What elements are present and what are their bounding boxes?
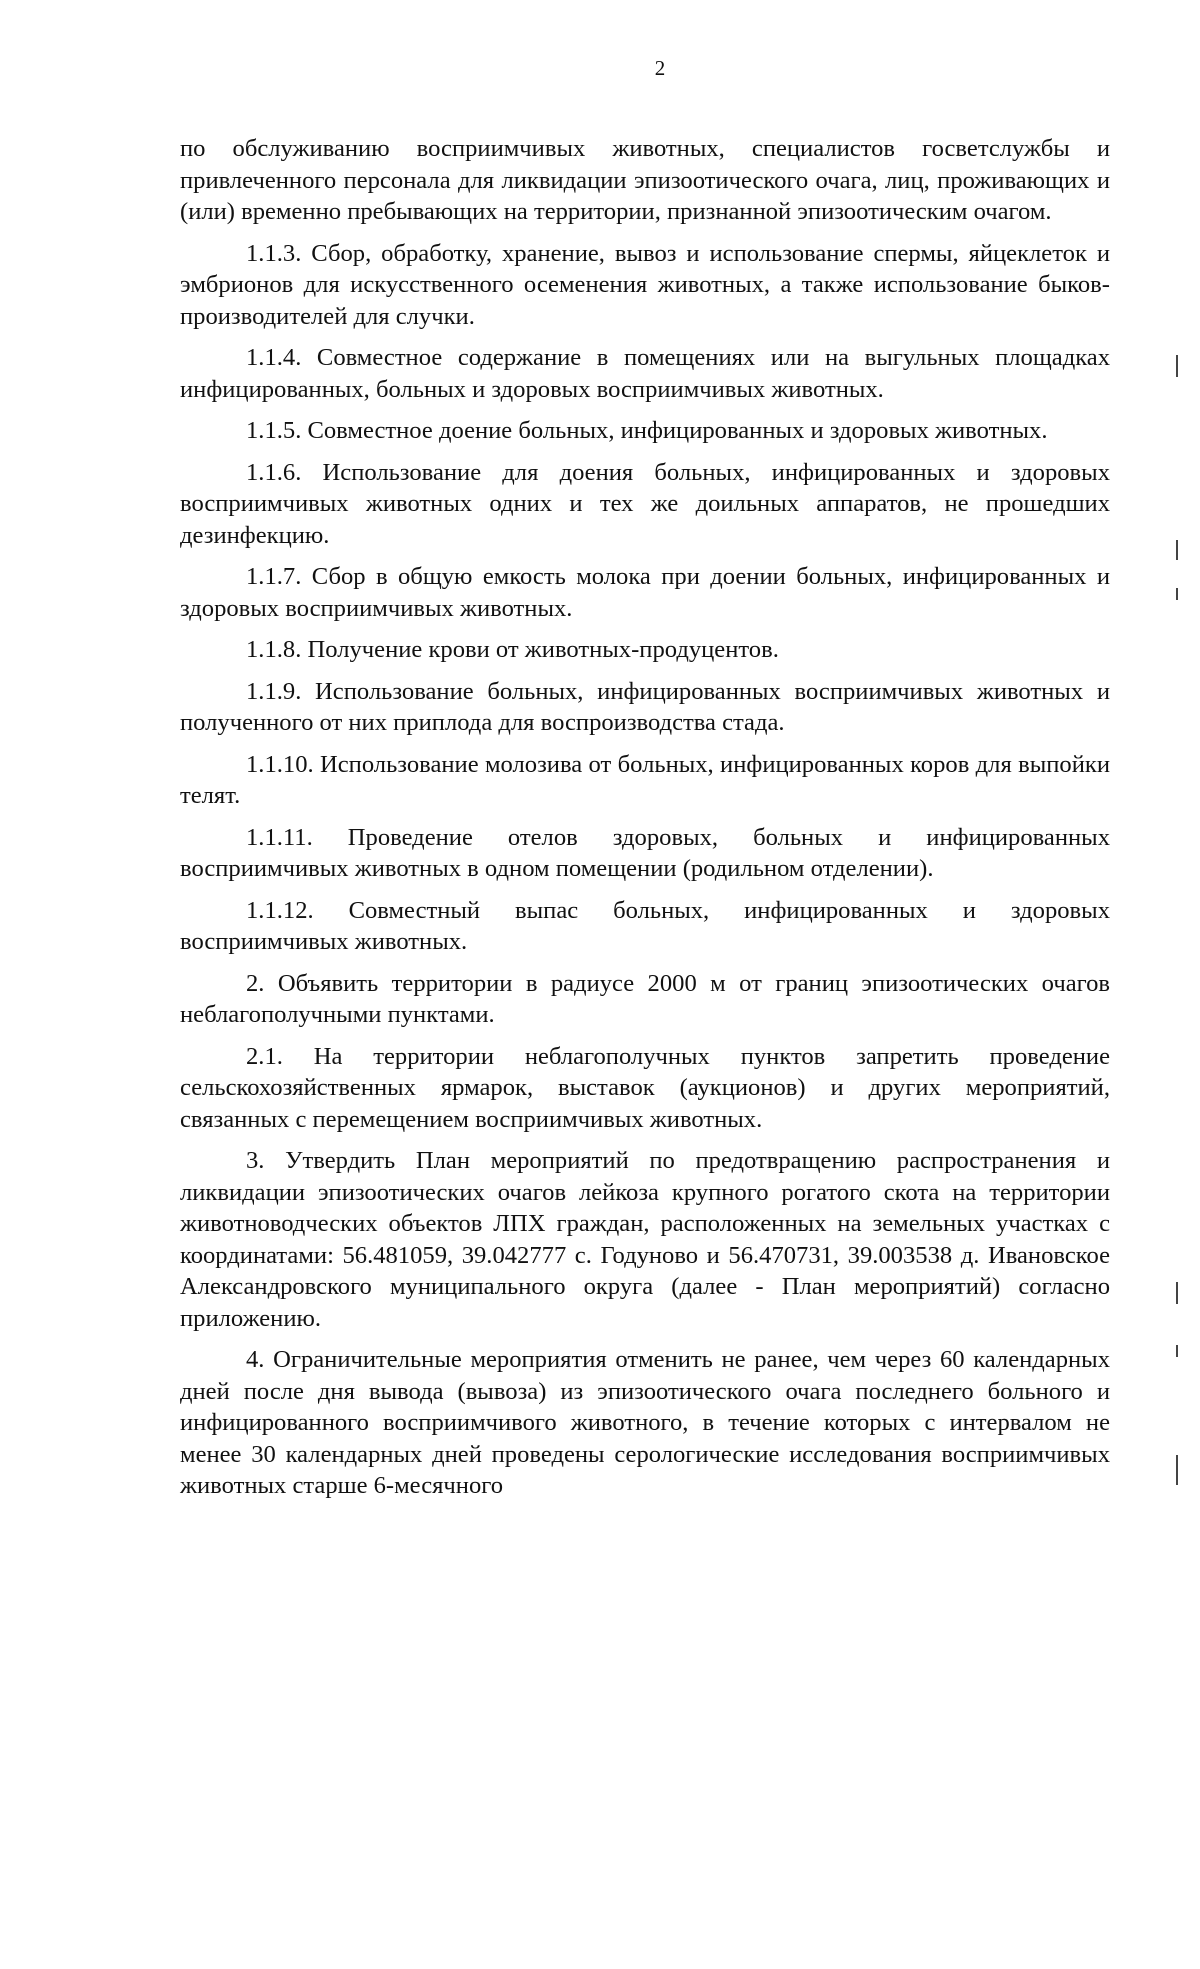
scan-artifact-mark (1176, 355, 1178, 377)
document-body (180, 133, 1110, 1502)
paragraph-1-1-3: 1.1.3. Сбор, обработку, хранение, вывоз и использование спермы, яйцеклеток и эмбрионов для искусственного осеменения животных, а также использование быков-производителей для случки. (180, 239, 1110, 330)
scan-artifact-mark (1176, 540, 1178, 560)
scan-artifact-mark (1176, 1282, 1178, 1304)
page-number: 2 (654, 56, 666, 80)
paragraph-1-1-7: 1.1.7. Сбор в общую емкость молока при доении больных, инфицированных и здоровых восприимчивых животных. (180, 563, 1110, 622)
paragraph-1-1-10: 1.1.10. Использование молозива от больных, инфицированных коров для выпойки телят. (180, 750, 1110, 809)
scan-artifact-mark (1176, 1455, 1178, 1485)
paragraph-3: 3. Утвердить План мероприятий по предотвращению распространения и ликвидации эпизоотических очагов лейкоза крупного рогатого скота на территории животноводческих объектов ЛПХ граждан, расположенных на земельных участках с координатами: 56.481059, 39.042777 с. Годуново и 56.470731, 39.003538 д. Ивановское Александровского муниципального округа (далее - План мероприятий) согласно приложению. (180, 1147, 1110, 1332)
paragraph-1-1-5: 1.1.5. Совместное доение больных, инфицированных и здоровых животных. (246, 417, 1048, 444)
paragraph-1-1-6: 1.1.6. Использование для доения больных, инфицированных и здоровых восприимчивых животных одних и тех же доильных аппаратов, не прошедших дезинфекцию. (180, 458, 1110, 549)
paragraph-2-1: 2.1. На территории неблагополучных пунктов запретить проведение сельскохозяйственных ярмарок, выставок (аукционов) и других мероприятий, связанных с перемещением восприимчивых животных. (180, 1042, 1110, 1133)
paragraph-1-1-4: 1.1.4. Совместное содержание в помещениях или на выгульных площадках инфицированных, больных и здоровых восприимчивых животных. (180, 344, 1110, 403)
paragraph-1-1-8: 1.1.8. Получение крови от животных-продуцентов. (246, 636, 779, 663)
paragraph-continuation: по обслуживанию восприимчивых животных, специалистов госветслужбы и привлеченного персонала для ликвидации эпизоотического очага, лиц, проживающих и (или) временно пребывающих на территории, признанной эпизоотическим очагом. (180, 135, 1110, 225)
paragraph-1-1-12: 1.1.12. Совместный выпас больных, инфицированных и здоровых восприимчивых животных. (180, 896, 1110, 955)
scan-artifact-mark (1176, 1345, 1178, 1357)
scan-margin-marks (1160, 0, 1200, 1969)
paragraph-1-1-9: 1.1.9. Использование больных, инфицированных восприимчивых животных и полученного от них приплода для воспроизводства стада. (180, 677, 1110, 736)
paragraph-1-1-11: 1.1.11. Проведение отелов здоровых, больных и инфицированных восприимчивых животных в одном помещении (родильном отделении). (180, 823, 1110, 882)
paragraph-4: 4. Ограничительные мероприятия отменить не ранее, чем через 60 календарных дней после дня вывода (вывоза) из эпизоотического очага последнего больного и инфицированного восприимчивого животного, в течение которых с интервалом не менее 30 календарных дней проведены серологические исследования восприимчивых животных старше 6-месячного (180, 1346, 1110, 1499)
scan-artifact-mark (1176, 588, 1178, 600)
paragraph-2: 2. Объявить территории в радиусе 2000 м от границ эпизоотических очагов неблагополучными пунктами. (180, 969, 1110, 1028)
